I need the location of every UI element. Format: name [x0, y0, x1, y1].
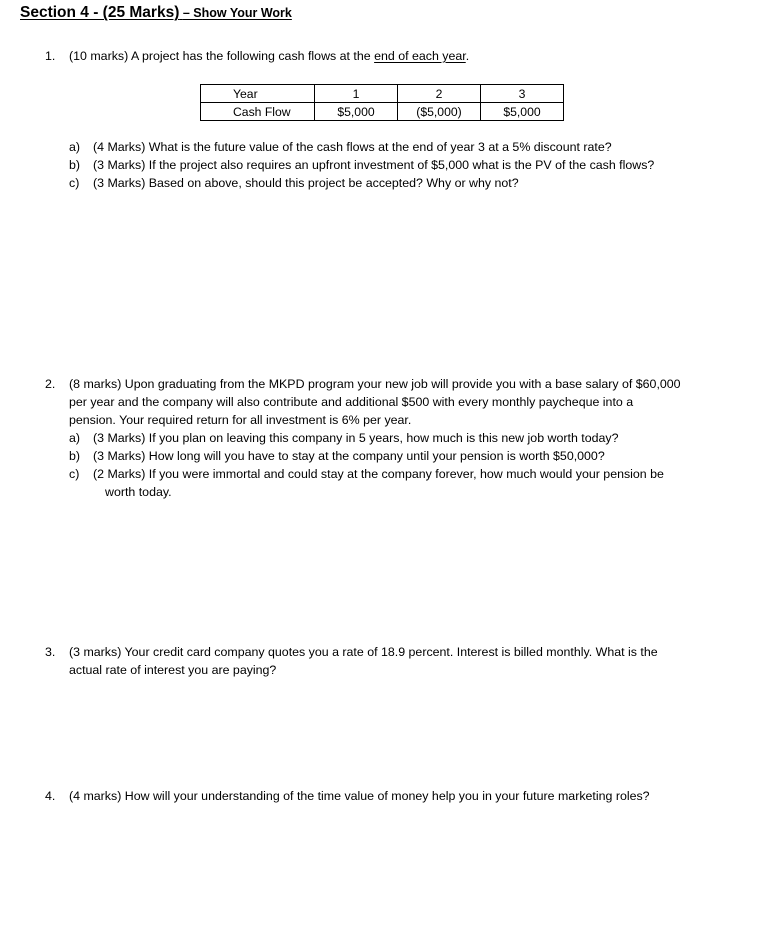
question-2-part-c-continuation: worth today.	[105, 485, 172, 499]
question-1-suffix: .	[465, 49, 470, 63]
part-text: (3 Marks) How long will you have to stay at the company until your pension is worth $50,000?	[93, 449, 605, 463]
section-heading	[20, 4, 292, 22]
cash-flow-table	[200, 84, 564, 121]
part-letter: a)	[69, 431, 81, 445]
question-3-line: (3 marks) Your credit card company quotes you a rate of 18.9 percent. Interest is billed monthly. What is the	[69, 645, 658, 659]
part-letter: b)	[69, 449, 81, 463]
table-cell: ($5,000)	[398, 103, 481, 121]
part-text: (3 Marks) If the project also requires an upfront investment of $5,000 what is the PV of the cash flows?	[93, 158, 655, 172]
question-3-number: 3.	[45, 645, 56, 659]
table-cell: 2	[398, 85, 481, 103]
table-cell: 3	[481, 85, 564, 103]
part-text: (4 Marks) What is the future value of the cash flows at the end of year 3 at a 5% discount rate?	[93, 140, 612, 154]
question-1-underlined: end of each year	[374, 49, 466, 63]
part-text: (3 Marks) If you plan on leaving this company in 5 years, how much is this new job worth today?	[93, 431, 619, 445]
part-text: (2 Marks) If you were immortal and could stay at the company forever, how much would your pension be	[93, 467, 664, 481]
question-1-prefix: (10 marks) A project has the following cash flows at the	[69, 49, 375, 63]
part-text: (3 Marks) Based on above, should this project be accepted? Why or why not?	[93, 176, 519, 190]
question-2-number: 2.	[45, 377, 56, 391]
table-cell: $5,000	[315, 103, 398, 121]
question-2-line: per year and the company will also contribute and additional $500 with every monthly paycheque into a	[69, 395, 634, 409]
section-subtitle: – Show Your Work	[182, 6, 292, 20]
question-4-number: 4.	[45, 789, 56, 803]
table-cell: 1	[315, 85, 398, 103]
question-1-text	[69, 47, 469, 65]
table-cell: Year	[201, 85, 315, 103]
part-letter: a)	[69, 140, 81, 154]
table-row	[201, 103, 564, 121]
question-2-line: pension. Your required return for all investment is 6% per year.	[69, 413, 412, 427]
question-3-line: actual rate of interest you are paying?	[69, 663, 277, 677]
table-cell: $5,000	[481, 103, 564, 121]
question-1-number: 1.	[45, 49, 56, 63]
part-letter: c)	[69, 176, 80, 190]
question-4-line: (4 marks) How will your understanding of the time value of money help you in your future marketing roles?	[69, 789, 650, 803]
part-letter: c)	[69, 467, 80, 481]
section-title: Section 4 - (25 Marks)	[20, 4, 180, 21]
table-row	[201, 85, 564, 103]
question-2-line: (8 marks) Upon graduating from the MKPD program your new job will provide you with a base salary of $60,000	[69, 377, 681, 391]
table-cell: Cash Flow	[201, 103, 315, 121]
part-letter: b)	[69, 158, 81, 172]
